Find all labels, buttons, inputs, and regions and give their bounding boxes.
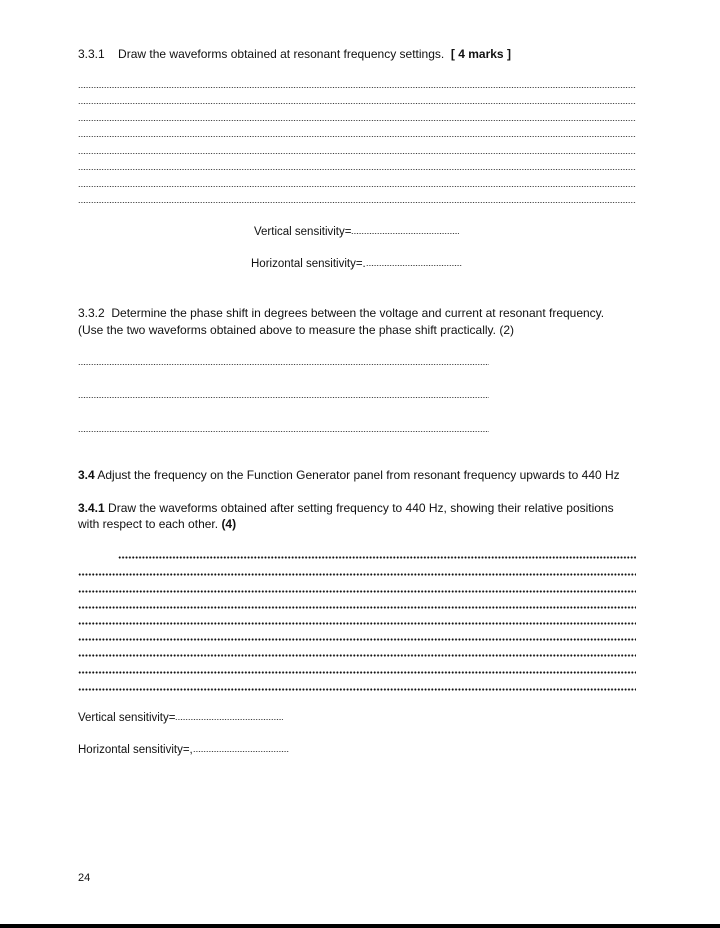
answer-line[interactable] <box>78 622 636 625</box>
question-3-3-2 <box>78 306 604 320</box>
answer-line[interactable] <box>78 86 636 89</box>
question-3-4 <box>78 468 620 482</box>
horizontal-sensitivity-blank[interactable] <box>366 264 462 267</box>
vertical-sensitivity-2 <box>78 712 283 724</box>
question-number: 3.4 <box>78 468 95 482</box>
answer-line[interactable] <box>78 119 636 122</box>
question-3-4-1 <box>78 501 614 515</box>
answer-line[interactable] <box>78 671 636 674</box>
answer-line[interactable] <box>78 688 636 691</box>
question-text-line2: with respect to each other. <box>78 517 219 531</box>
vertical-sensitivity-label: Vertical sensitivity= <box>254 226 352 238</box>
question-text-line1: Determine the phase shift in degrees between the voltage and current at resonant frequency. <box>111 306 605 320</box>
question-3-4-1-line2 <box>78 517 236 531</box>
vertical-sensitivity-blank[interactable] <box>351 232 459 235</box>
marks-label: [ 4 marks ] <box>450 47 511 61</box>
question-text-line1: Draw the waveforms obtained after setting frequency to 440 Hz, showing their relative positions <box>108 501 614 515</box>
answer-line[interactable] <box>78 102 636 105</box>
answer-line[interactable] <box>78 573 636 576</box>
answer-line[interactable] <box>78 396 489 399</box>
answer-line[interactable] <box>78 135 636 138</box>
answer-line[interactable] <box>78 185 636 188</box>
horizontal-sensitivity-label: Horizontal sensitivity=. <box>251 258 366 270</box>
page-number: 24 <box>78 872 91 884</box>
question-number: 3.3.1 <box>78 47 105 61</box>
question-text: Draw the waveforms obtained at resonant frequency settings. <box>118 47 445 61</box>
answer-line[interactable] <box>78 152 636 155</box>
question-number: 3.3.2 <box>78 306 105 320</box>
vertical-sensitivity-1 <box>254 226 459 238</box>
answer-line[interactable] <box>78 168 636 171</box>
answer-line[interactable] <box>78 638 636 641</box>
answer-line[interactable] <box>78 590 636 593</box>
answer-line[interactable] <box>78 430 489 433</box>
page-bottom-border <box>0 924 720 928</box>
horizontal-sensitivity-label: Horizontal sensitivity=, <box>78 744 193 756</box>
answer-line[interactable] <box>78 363 489 366</box>
answer-line[interactable] <box>78 606 636 609</box>
vertical-sensitivity-label: Vertical sensitivity= <box>78 712 176 724</box>
vertical-sensitivity-blank[interactable] <box>175 718 283 721</box>
question-number: 3.4.1 <box>78 501 105 515</box>
marks-label: (4) <box>221 517 237 531</box>
question-text-line2: (Use the two waveforms obtained above to measure the phase shift practically. (2) <box>78 323 514 337</box>
horizontal-sensitivity-2 <box>78 744 289 756</box>
question-text: Adjust the frequency on the Function Generator panel from resonant frequency upwards to 440 Hz <box>97 468 620 482</box>
answer-line[interactable] <box>78 201 636 204</box>
question-3-3-2-line2 <box>78 323 514 337</box>
answer-line[interactable] <box>78 654 636 657</box>
answer-line[interactable] <box>118 556 636 559</box>
horizontal-sensitivity-blank[interactable] <box>193 750 289 753</box>
horizontal-sensitivity-1 <box>251 258 462 270</box>
question-3-3-1 <box>78 47 511 61</box>
